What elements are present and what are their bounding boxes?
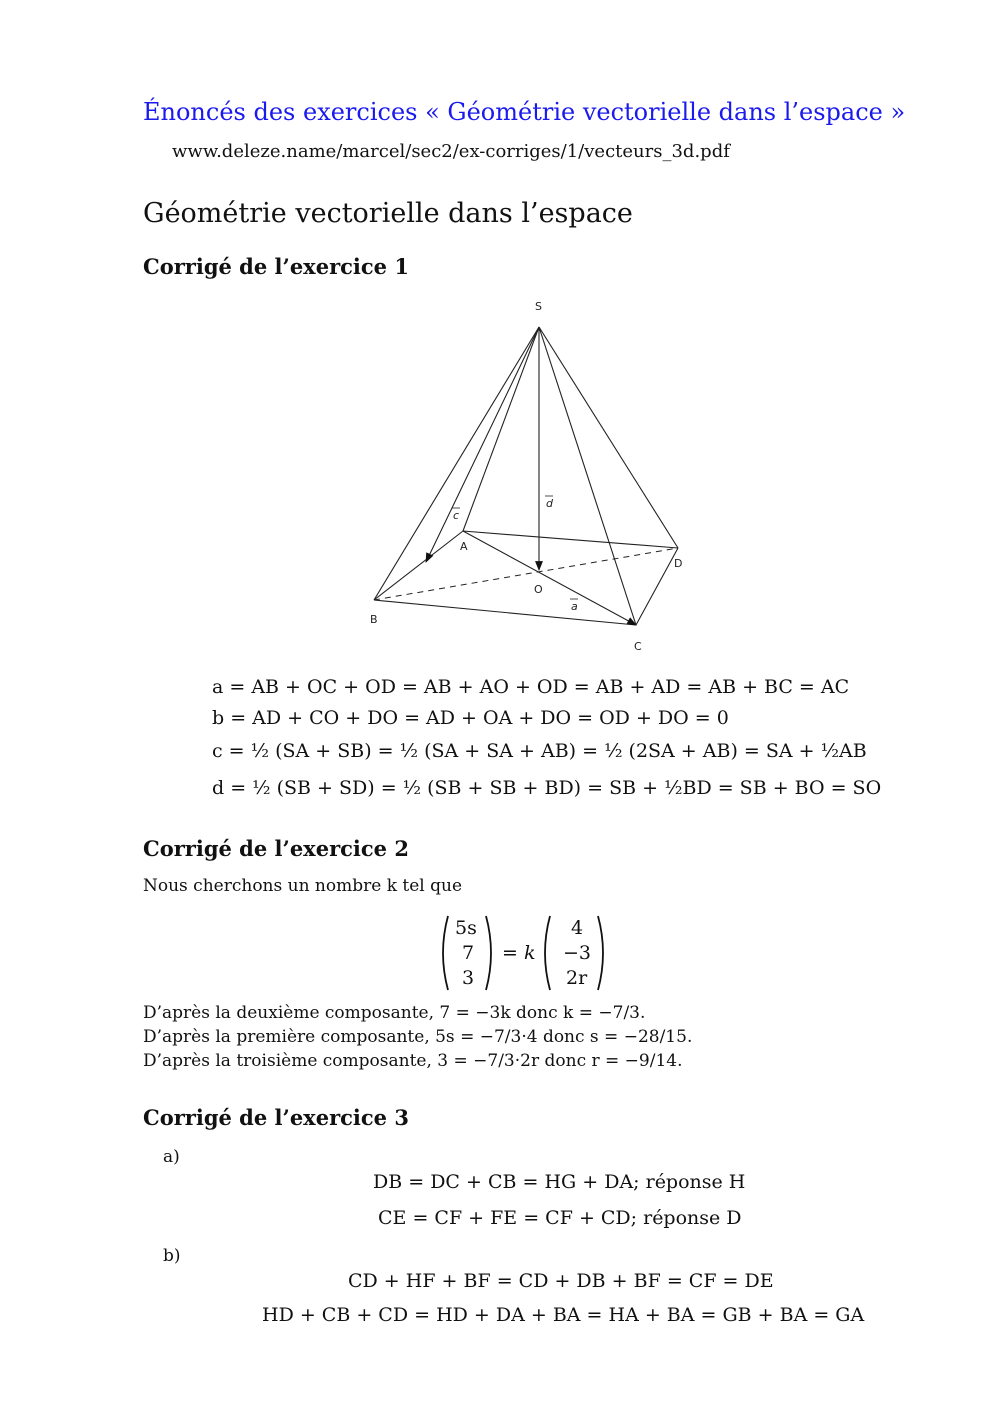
exercise2-line-1: D’après la deuxième composante, 7 = −3k donc k = −7/3. [143,1003,646,1023]
point-label-O: O [534,583,543,596]
exercise3-heading: Corrigé de l’exercice 3 [143,1105,409,1130]
exercise1-equation-d: d = ½ (SB + SD) = ½ (SB + SB + BD) = SB + ½BD = SB + BO = SO [212,777,882,799]
exercise1-heading: Corrigé de l’exercice 1 [143,254,409,279]
point-label-S: S [535,300,542,313]
point-label-C: C [634,640,642,653]
point-label-A: A [460,540,468,553]
pyramid-figure [360,295,700,655]
exercise1-equation-b: b = AD + CO + DO = AD + OA + DO = OD + DO = 0 [212,707,729,729]
vector-label-a: a [571,600,578,613]
matrix-right-3: 2r [566,967,588,989]
exercise2-line-2: D’après la première composante, 5s = −7/3·4 donc s = −28/15. [143,1027,693,1047]
exercise3-part-a-line-1: DB = DC + CB = HG + DA; réponse H [373,1171,746,1193]
exercise3-part-b-line-2: HD + CB + CD = HD + DA + BA = HA + BA = GB + BA = GA [262,1304,865,1326]
matrix-left-2: 7 [462,942,475,964]
header-url: www.deleze.name/marcel/sec2/ex-corriges/1/vecteurs_3d.pdf [172,141,730,162]
matrix-left-3: 3 [462,967,475,989]
exercise2-line-3: D’après la troisième composante, 3 = −7/3·2r donc r = −9/14. [143,1051,683,1071]
vector-label-c: c [453,509,460,522]
header-title: Énoncés des exercices « Géométrie vectorielle dans l’espace » [143,98,906,126]
exercise2-intro: Nous cherchons un nombre k tel que [143,876,463,896]
point-label-D: D [674,557,683,570]
exercise1-equation-c: c = ½ (SA + SB) = ½ (SA + SA + AB) = ½ (2SA + AB) = SA + ½AB [212,740,867,762]
matrix-equals-k: = k [502,942,536,964]
vector-label-d: d [546,497,553,510]
document-title: Géométrie vectorielle dans l’espace [143,198,633,229]
point-label-B: B [370,613,378,626]
matrix-right-2: −3 [563,942,592,964]
exercise3-part-b-line-1: CD + HF + BF = CD + DB + BF = CF = DE [348,1270,774,1292]
exercise1-equation-a: a = AB + OC + OD = AB + AO + OD = AB + AD = AB + BC = AC [212,676,850,698]
matrix-left-1: 5s [455,917,477,939]
exercise2-heading: Corrigé de l’exercice 2 [143,836,409,861]
matrix-right-1: 4 [571,917,584,939]
exercise3-part-a-label: a) [163,1147,180,1167]
exercise3-part-b-label: b) [163,1246,181,1266]
exercise3-part-a-line-2: CE = CF + FE = CF + CD; réponse D [378,1207,742,1229]
